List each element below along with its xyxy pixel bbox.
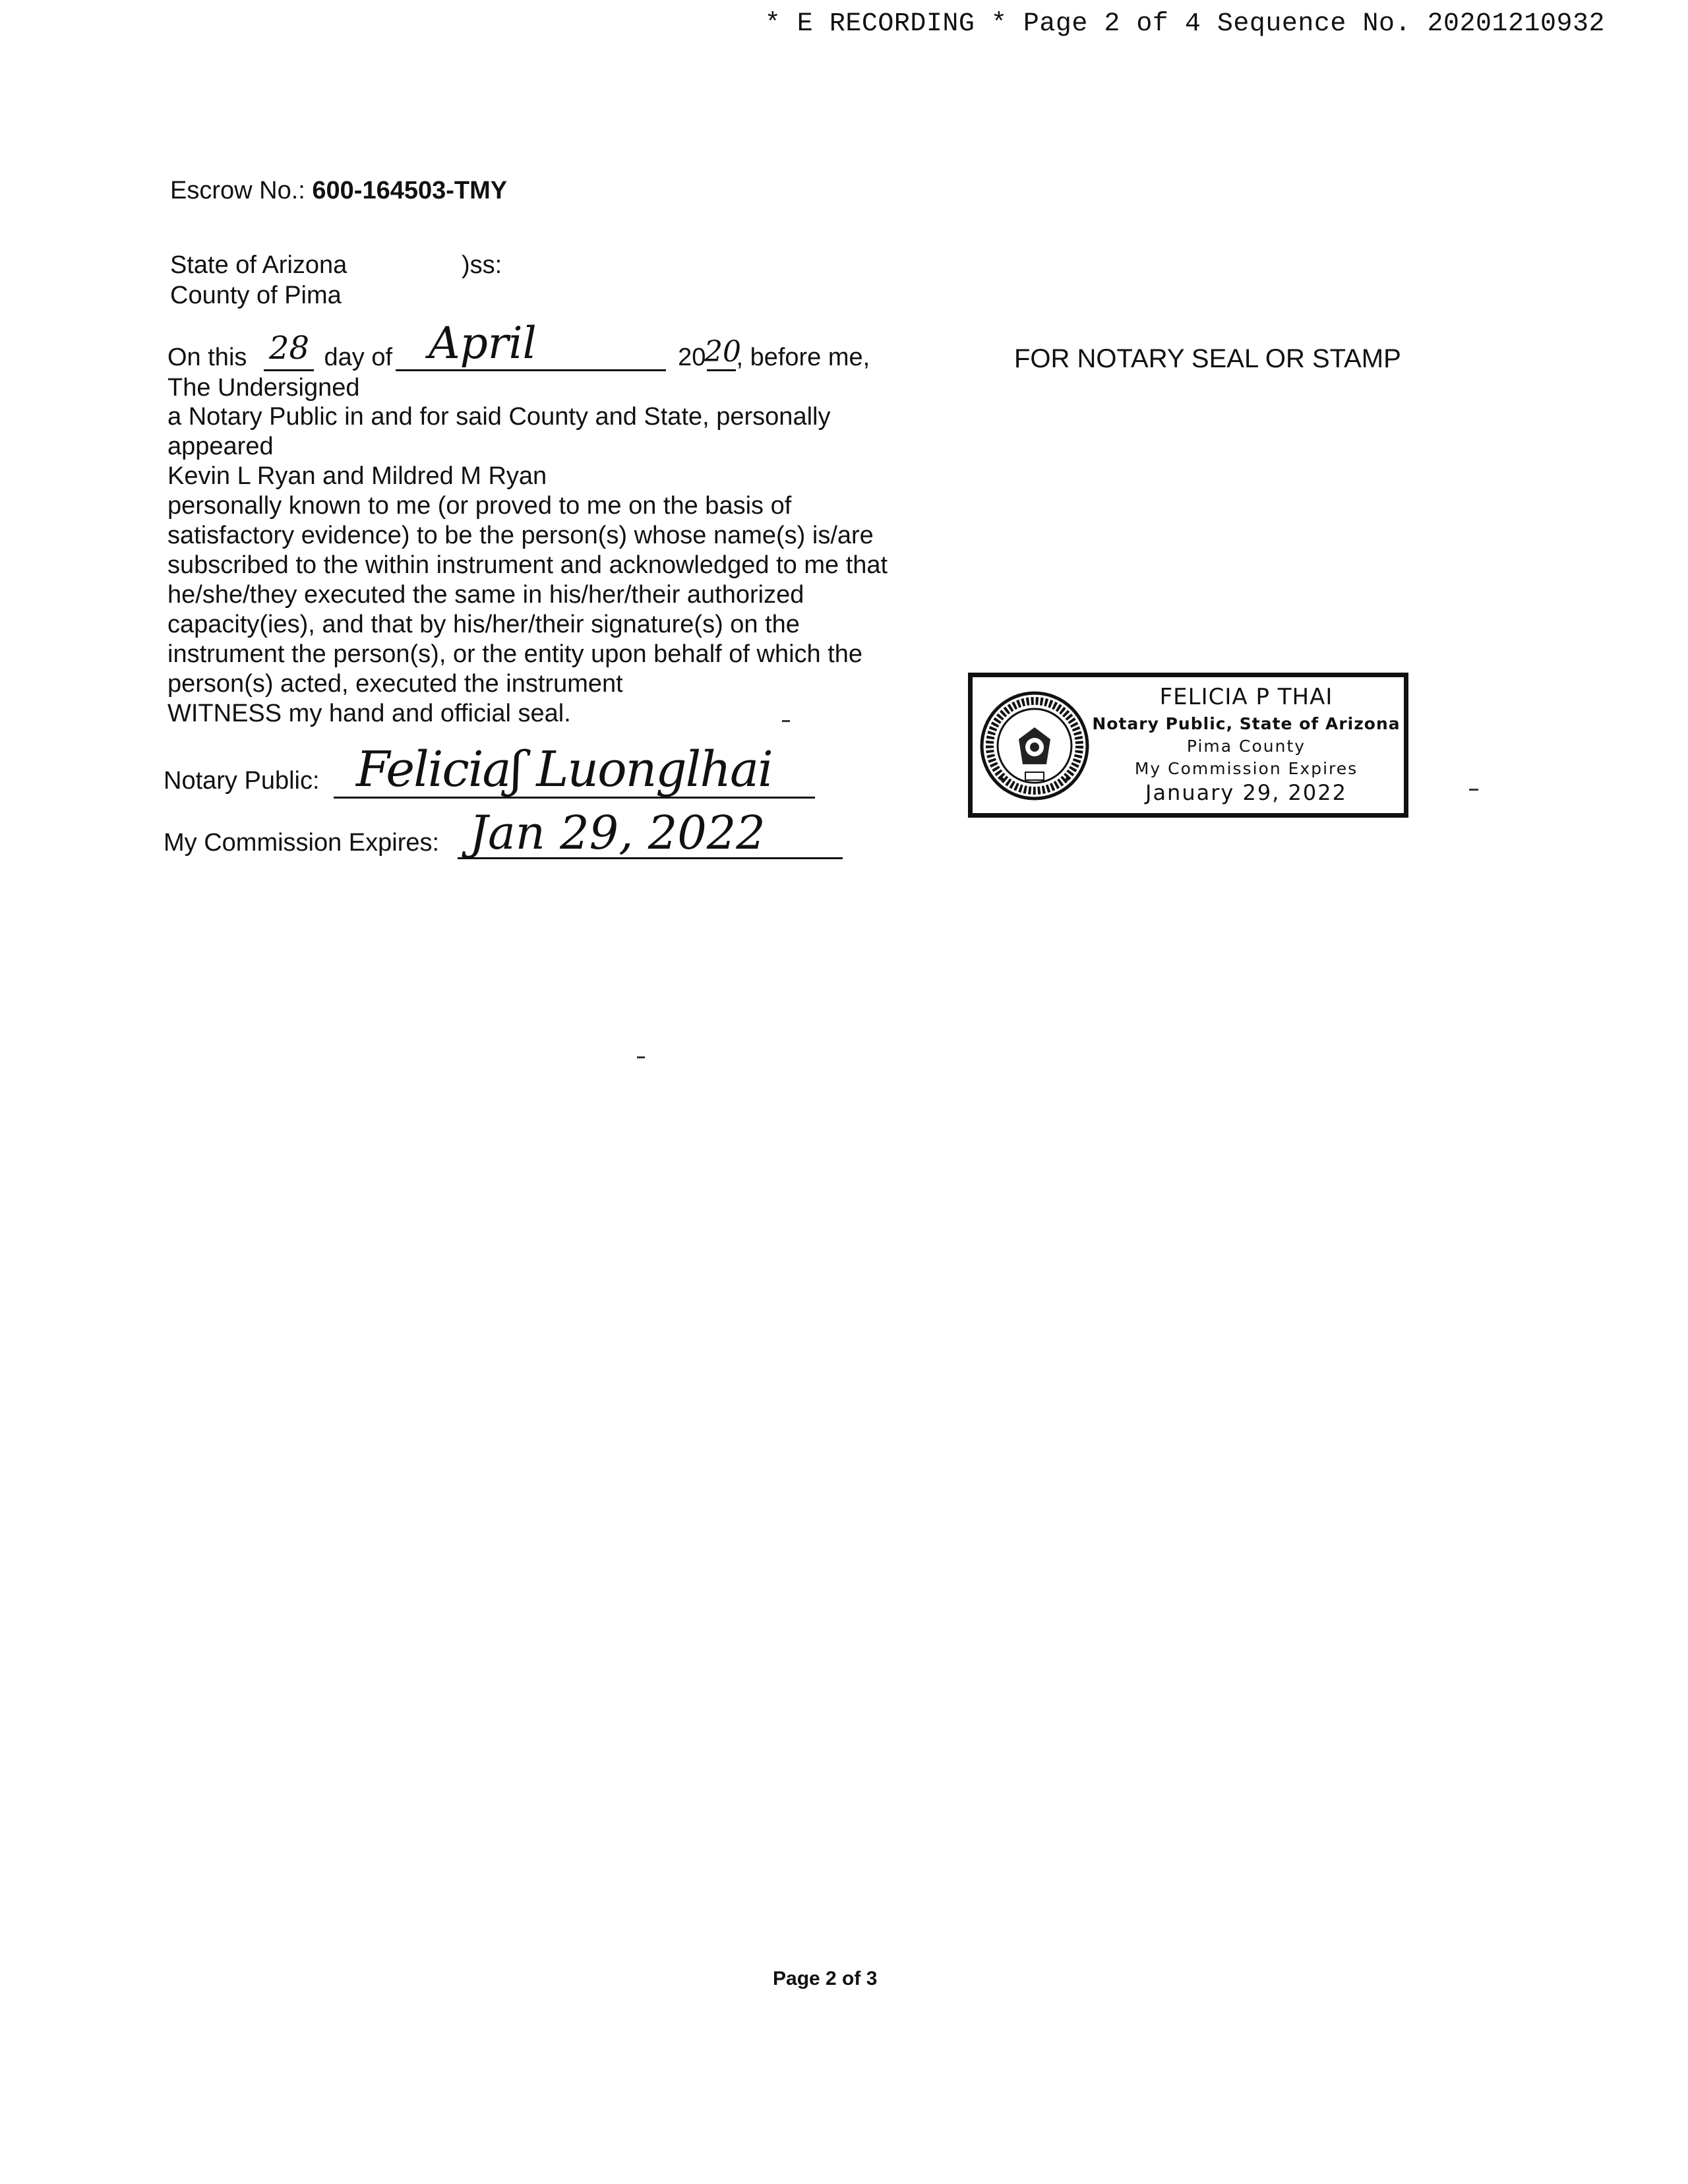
commission-expires-label: My Commission Expires: (164, 829, 440, 857)
paragraph-line: capacity(ies), and that by his/her/their signature(s) on the (167, 611, 800, 638)
page-number: Page 2 of 3 (773, 1968, 878, 1989)
scan-speck (782, 720, 790, 722)
month-underline (396, 369, 666, 371)
stamp-expires-label: My Commission Expires (1134, 759, 1358, 778)
day-underline (264, 369, 314, 371)
venue-ss: )ss: (462, 251, 502, 279)
notary-public-label: Notary Public: (164, 767, 320, 795)
on-this-text: On this (167, 344, 247, 371)
scan-speck (1469, 789, 1478, 791)
paragraph-line: personally known to me (or proved to me on the basis of (167, 492, 792, 520)
paragraph-line: appeared (167, 433, 274, 460)
notary-stamp (968, 673, 1408, 818)
witness-line: WITNESS my hand and official seal. (167, 700, 571, 727)
notary-seal-area-label: FOR NOTARY SEAL OR STAMP (1014, 344, 1401, 373)
year-prefix: 20 (678, 344, 706, 371)
recording-header: * E RECORDING * Page 2 of 4 Sequence No. 20201210932 (764, 9, 1605, 39)
venue-state: State of Arizona (170, 251, 347, 279)
stamp-notary-name: FELICIA P THAI (1159, 684, 1333, 710)
notary-signature: Feliciaʃ Luonglhai (356, 741, 772, 798)
acknowledgment-paragraph (167, 402, 959, 729)
handwritten-year: 20 (704, 335, 741, 369)
stamp-county: Pima County (1186, 737, 1306, 756)
paragraph-line: a Notary Public in and for said County and State, personally (167, 403, 831, 431)
stamp-notary-title: Notary Public, State of Arizona (1092, 714, 1401, 733)
handwritten-day: 28 (269, 330, 310, 367)
escrow-label: Escrow No.: (170, 177, 305, 204)
arizona-seal-icon (978, 686, 1091, 805)
venue-county: County of Pima (170, 282, 342, 309)
year-underline (707, 369, 736, 371)
officer-name: The Undersigned (167, 374, 360, 402)
before-me-text: , before me, (736, 344, 870, 371)
paragraph-line: person(s) acted, executed the instrument (167, 670, 623, 698)
handwritten-commission-date: Jan 29, 2022 (469, 806, 766, 860)
paragraph-line: subscribed to the within instrument and acknowledged to me that (167, 551, 888, 579)
day-of-text: day of (324, 344, 393, 371)
paragraph-line: he/she/they executed the same in his/her/their authorized (167, 581, 804, 609)
paragraph-line: instrument the person(s), or the entity upon behalf of which the (167, 640, 863, 668)
escrow-number (170, 177, 507, 205)
scan-speck (637, 1056, 645, 1058)
signers-line: Kevin L Ryan and Mildred M Ryan (167, 462, 547, 490)
handwritten-month: April (429, 318, 537, 369)
paragraph-line: satisfactory evidence) to be the person(s) whose name(s) is/are (167, 522, 874, 549)
escrow-value: 600-164503-TMY (312, 177, 508, 204)
stamp-expires-date: January 29, 2022 (1145, 780, 1347, 805)
